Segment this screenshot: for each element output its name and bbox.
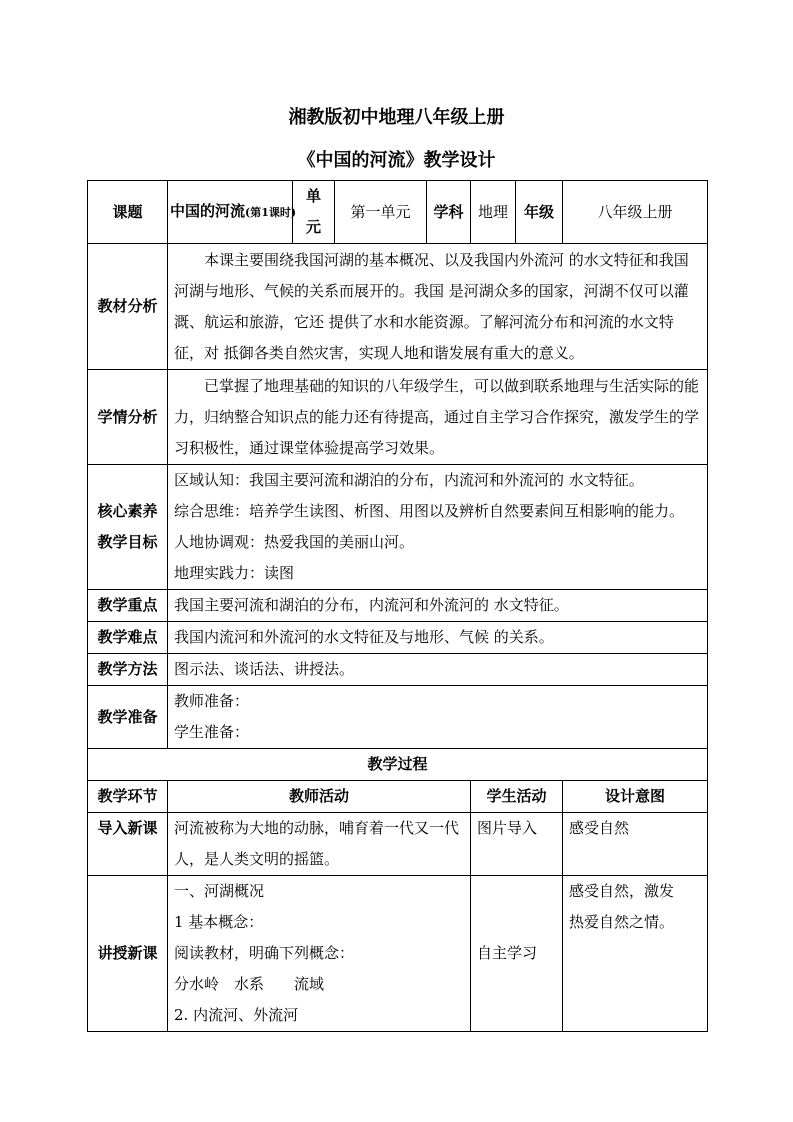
objectives-label [88,465,168,590]
process-stage: 讲授新课 [88,876,168,1032]
process-design-intent [563,876,708,1032]
teacher-activity-line: 分水岭 水系 流域 [174,975,325,993]
key-points-text: 我国主要河流和湖泊的分布，内流河和外流河的 水文特征。 [168,590,708,622]
design-intent-line: 热爱自然之情。 [569,913,675,931]
column-design-intent: 设计意图 [563,781,708,813]
column-teacher-activity: 教师活动 [168,781,471,813]
objective-item: 人地协调观：热爱我国的美丽山河。 [174,533,415,551]
difficulties-label: 教学难点 [88,622,168,654]
teacher-activity-line: 一、河湖概况 [174,882,265,900]
subject-label: 学科 [427,181,471,244]
process-row [88,876,708,1032]
process-student-activity: 图片导入 [471,813,563,876]
unit-label: 单元 [293,181,335,244]
preparation-label: 教学准备 [88,686,168,749]
unit-value: 第一单元 [335,181,427,244]
teacher-activity-line: 1 基本概念： [174,913,264,931]
process-teacher-activity [168,813,471,876]
process-columns-row [88,781,708,813]
learner-analysis-row [88,370,708,465]
key-points-label: 教学重点 [88,590,168,622]
column-stage: 教学环节 [88,781,168,813]
lesson-plan-table [87,180,708,1032]
document-title: 湘教版初中地理八年级上册 [288,107,505,128]
process-student-activity: 自主学习 [471,876,563,1032]
process-row [88,813,708,876]
objectives-label-line1: 核心素养 [97,502,158,520]
process-teacher-activity [168,876,471,1032]
textbook-analysis-row [88,244,708,370]
key-points-row [88,590,708,622]
header-row [88,181,708,244]
preparation-row [88,686,708,749]
methods-label: 教学方法 [88,654,168,686]
course-label: 课题 [88,181,168,244]
column-student-activity: 学生活动 [471,781,563,813]
process-heading-row [88,749,708,781]
process-design-intent [563,813,708,876]
process-heading: 教学过程 [88,749,708,781]
objective-item: 区域认知：我国主要河流和湖泊的分布，内流河和外流河的 水文特征。 [174,471,644,489]
objectives-row [88,465,708,590]
course-name: 中国的河流 [170,202,246,220]
learner-analysis-text: 已掌握了地理基础的知识的八年级学生，可以做到联系地理与生活实际的能力，归纳整合知识点的能力还有待提高，通过自主学习合作探究，激发学生的学习积极性，通过课堂体验提高学习效果。 [168,370,708,465]
course-note: (第1课时) [245,206,297,219]
difficulties-row [88,622,708,654]
grade-label: 年级 [516,181,563,244]
textbook-analysis-label: 教材分析 [88,244,168,370]
methods-row [88,654,708,686]
learner-analysis-label: 学情分析 [88,370,168,465]
course-name-cell [168,181,297,244]
textbook-analysis-text: 本课主要围绕我国河湖的基本概况、以及我国内外流河 的水文特征和我国河湖与地形、气候的关系而展开的。我国 是河湖众多的国家，河湖不仅可以灌溉、航运和旅游，它还 提供了水和水能资源。了解河流分布和河流的水文特征，对 抵御各类自然灾害，实现人地和谐发展有重大的意义。 [168,244,708,370]
methods-text: 图示法、谈话法、讲授法。 [168,654,708,686]
document-subtitle: 《中国的河流》教学设计 [297,150,496,171]
process-stage: 导入新课 [88,813,168,876]
design-intent-line: 感受自然，激发 [569,882,675,900]
difficulties-text: 我国内流河和外流河的水文特征及与地形、气候 的关系。 [168,622,708,654]
grade-value: 八年级上册 [563,181,708,244]
student-preparation: 学生准备： [174,723,250,741]
teacher-activity-line: 河流被称为大地的动脉，哺育着一代又一代 [174,819,460,837]
objectives-list [168,465,708,590]
objective-item: 综合思维：培养学生读图、析图、用图以及辨析自然要素间互相影响的能力。 [174,502,685,520]
teacher-activity-line: 2. 内流河、外流河 [174,1006,299,1024]
teacher-preparation: 教师准备： [174,692,250,710]
design-intent-line: 感受自然 [569,819,630,837]
teacher-activity-line: 人，是人类文明的摇篮。 [174,850,340,868]
objective-item: 地理实践力：读图 [174,564,295,582]
objectives-label-line2: 教学目标 [97,533,158,551]
preparation-content [168,686,708,749]
teacher-activity-line: 阅读教材，明确下列概念： [174,944,355,962]
subject-value: 地理 [471,181,516,244]
